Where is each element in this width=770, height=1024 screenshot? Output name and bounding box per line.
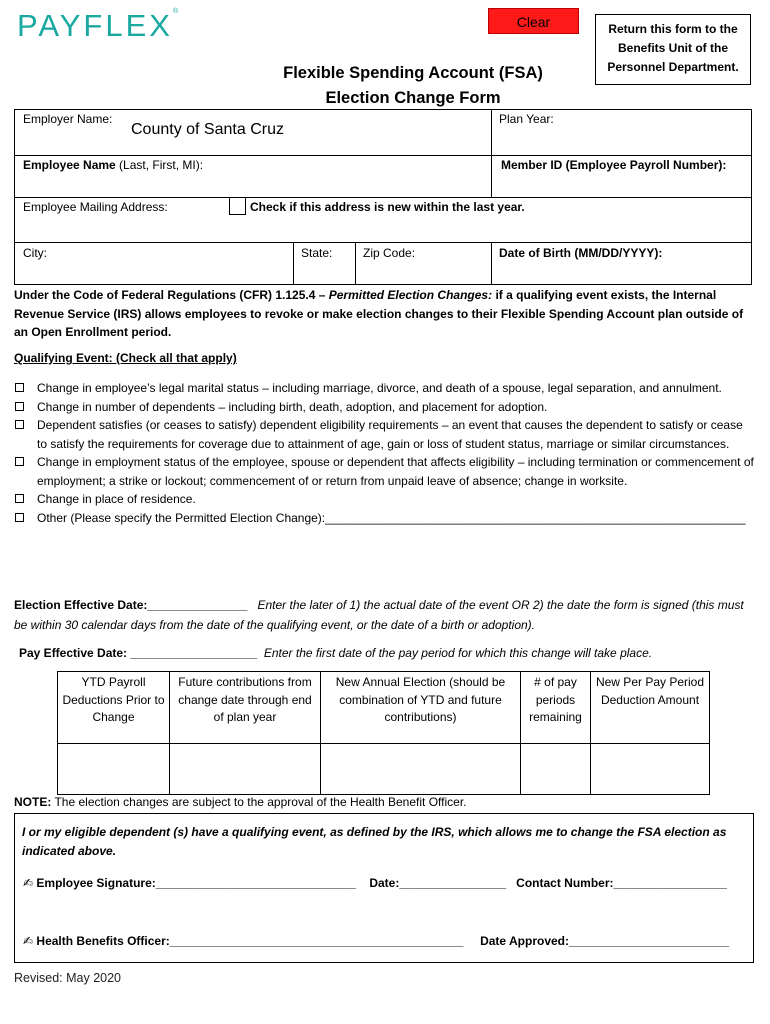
health-officer-label: Health Benefits Officer: <box>36 934 170 948</box>
health-officer-row <box>23 934 729 948</box>
employee-name-label: Employee Name <box>23 158 116 172</box>
pay-effective-date <box>19 644 759 664</box>
logo-text: PAYFLEX <box>17 8 173 43</box>
payflex-logo <box>17 10 178 41</box>
pay-effective-input[interactable]: ___________________ <box>130 646 258 660</box>
election-effective-date <box>14 596 754 635</box>
table-row <box>58 744 710 795</box>
contribution-table <box>57 671 710 795</box>
table-header-cell: New Annual Election (should be combination of YTD and future contributions) <box>321 672 521 744</box>
employee-signature-label: Employee Signature: <box>36 876 156 890</box>
pen-icon: ✍ <box>23 876 34 890</box>
employer-name-field[interactable]: County of Santa Cruz <box>131 121 284 138</box>
zip-code-field[interactable]: Zip Code: <box>363 246 416 260</box>
qualifying-event-text: Other (Please specify the Permitted Election Change):_______________________________________________________________ <box>37 510 746 525</box>
qualifying-event-checkbox[interactable] <box>15 420 24 429</box>
title-line-1: Flexible Spending Account (FSA) <box>283 64 543 82</box>
election-effective-note: Enter the later of 1) the actual date of the event OR 2) the date the form is signed (this must be within 30 calendar days from the date of the qualifying event, or the date of a birth or adoption). <box>14 598 744 632</box>
new-address-check-label: Check if this address is new within the last year. <box>250 200 525 214</box>
contact-number-input[interactable]: _________________ <box>613 876 727 890</box>
plan-year-field[interactable]: Plan Year: <box>499 112 554 126</box>
revision-date: Revised: May 2020 <box>14 971 122 985</box>
mailing-address-field[interactable]: Employee Mailing Address: <box>23 200 168 214</box>
pay-effective-note: Enter the first date of the pay period for which this change will take place. <box>263 646 653 660</box>
qualifying-statement: I or my eligible dependent (s) have a qualifying event, as defined by the IRS, which allows me to change the FSA election as indicated above. <box>22 825 727 858</box>
qualifying-event-checkbox[interactable] <box>15 494 24 503</box>
ytd-deductions-input[interactable] <box>58 744 170 795</box>
note-text: The election changes are subject to the approval of the Health Benefit Officer. <box>51 795 467 809</box>
date-approved-input[interactable]: ________________________ <box>569 934 730 948</box>
return-notice-line: Return this form to the <box>608 22 738 36</box>
table-header-cell: YTD Payroll Deductions Prior to Change <box>58 672 170 744</box>
city-field[interactable]: City: <box>23 246 47 260</box>
registered-mark: ® <box>172 8 179 15</box>
signature-section <box>14 813 754 963</box>
future-contributions-input[interactable] <box>170 744 321 795</box>
new-annual-election-input[interactable] <box>321 744 521 795</box>
employee-name-field[interactable] <box>23 157 203 173</box>
clear-button[interactable]: Clear <box>488 8 579 34</box>
table-header-row <box>58 672 710 744</box>
intro-text: Under the Code of Federal Regulations (CFR) 1.125.4 – <box>14 288 329 302</box>
qualifying-event-item <box>14 416 754 453</box>
pay-effective-label: Pay Effective Date: <box>19 646 128 660</box>
qualifying-event-list <box>14 379 754 527</box>
qualifying-event-item <box>14 490 754 509</box>
return-notice-line: Personnel Department. <box>607 60 739 74</box>
state-field[interactable]: State: <box>301 246 333 260</box>
date-input[interactable]: ________________ <box>399 876 507 890</box>
date-of-birth-field[interactable]: Date of Birth (MM/DD/YYYY): <box>499 246 663 260</box>
qualifying-event-text: Dependent satisfies (or ceases to satisfy) dependent eligibility requirements – an event that causes the dependent to satisfy or cease to satisfy the requirements for coverage due to attainment of age, gain or loss of student status, marriage or similar circumstances. <box>37 418 743 451</box>
employee-name-hint: (Last, First, MI): <box>115 158 204 172</box>
intro-text-cont: if a qualifying event exists, the Internal Revenue Service (IRS) allows employees to revoke or make election changes to their Flexible Spending Account plan outside of an Open Enrollment period. <box>14 288 744 339</box>
qualifying-event-text: Change in employee’s legal marital status – including marriage, divorce, and death of a spouse, legal separation, and annulment. <box>37 381 722 395</box>
qualifying-event-item <box>14 509 754 528</box>
employee-signature-row <box>23 876 727 890</box>
election-effective-label: Election Effective Date: <box>14 598 148 612</box>
qualifying-event-item <box>14 379 754 398</box>
table-header-cell: Future contributions from change date through end of plan year <box>170 672 321 744</box>
form-title <box>200 61 626 111</box>
cfr-intro-paragraph <box>14 286 754 342</box>
qualifying-event-checkbox[interactable] <box>15 513 24 522</box>
employer-name-label: Employer Name: <box>23 112 113 126</box>
employee-signature-input[interactable]: ______________________________ <box>155 876 356 890</box>
qualifying-event-text: Change in employment status of the employee, spouse or dependent that affects eligibility – including termination or commencement of employment; a strike or lockout; commencement of or return from unpaid leave of absence; change in worksite. <box>37 455 754 488</box>
health-officer-input[interactable]: ____________________________________________ <box>169 934 464 948</box>
approval-note <box>14 795 467 809</box>
qualifying-event-text: Change in number of dependents – including birth, death, adoption, and placement for adoption. <box>37 399 548 414</box>
qualifying-event-text: Change in place of residence. <box>37 492 196 506</box>
qualifying-event-checkbox[interactable] <box>15 383 24 392</box>
qualifying-event-checkbox[interactable] <box>15 402 24 411</box>
note-label: NOTE: <box>14 795 52 809</box>
table-header-cell: # of pay periods remaining <box>521 672 591 744</box>
contact-number-label: Contact Number: <box>516 876 614 890</box>
date-label: Date: <box>369 876 400 890</box>
election-effective-input[interactable]: _______________ <box>147 598 248 612</box>
qualifying-event-heading: Qualifying Event: (Check all that apply) <box>14 351 237 365</box>
pay-periods-remaining-input[interactable] <box>521 744 591 795</box>
intro-italic-text: Permitted Election Changes: <box>328 288 493 302</box>
title-line-2: Election Change Form <box>325 89 501 107</box>
qualifying-event-checkbox[interactable] <box>15 457 24 466</box>
return-notice-line: Benefits Unit of the <box>618 41 728 55</box>
qualifying-event-item <box>14 453 754 490</box>
table-header-cell: New Per Pay Period Deduction Amount <box>591 672 710 744</box>
member-id-field[interactable]: Member ID (Employee Payroll Number): <box>501 158 727 172</box>
date-approved-label: Date Approved: <box>480 934 569 948</box>
qualifying-event-item <box>14 398 754 417</box>
employee-info-grid <box>14 109 752 285</box>
per-pay-period-amount-input[interactable] <box>591 744 710 795</box>
new-address-checkbox[interactable] <box>229 197 246 215</box>
pen-icon: ✍ <box>23 934 34 948</box>
